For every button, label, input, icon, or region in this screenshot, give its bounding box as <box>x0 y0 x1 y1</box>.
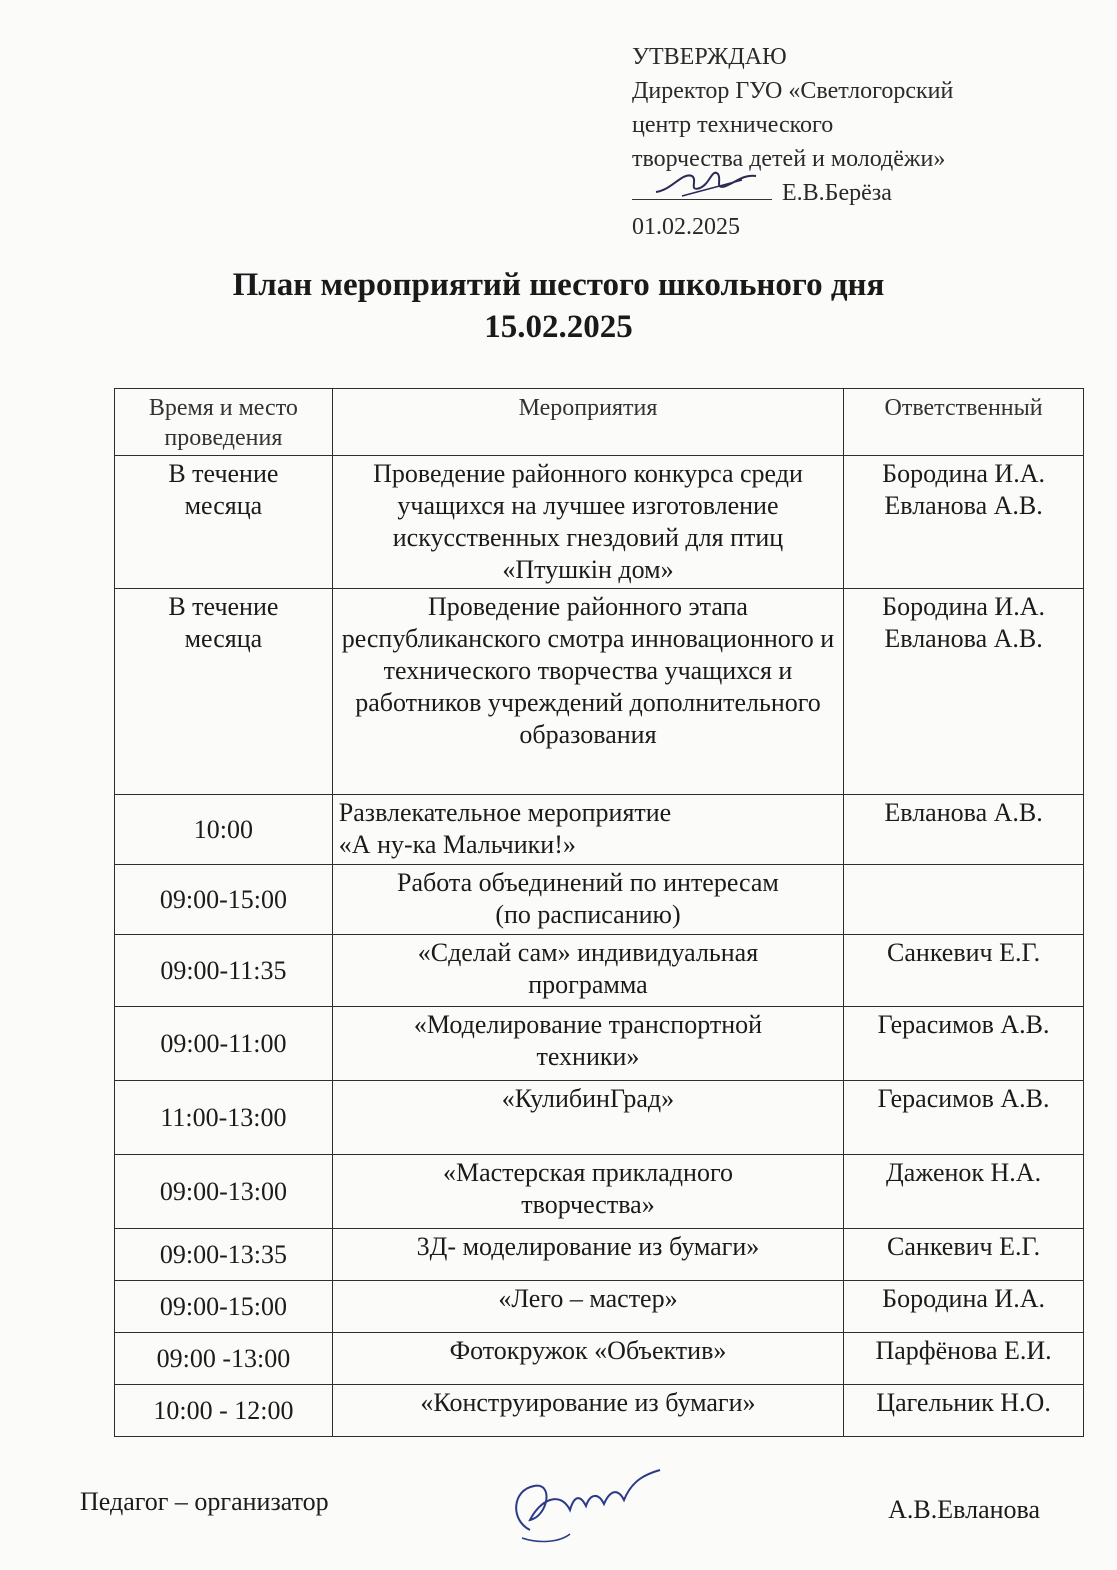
responsible-cell: Санкевич Е.Г. <box>844 1229 1084 1281</box>
organizer-role: Педагог – организатор <box>80 1487 329 1516</box>
table-row <box>115 935 1084 1007</box>
time-cell: 10:00 <box>115 795 333 865</box>
time-cell: 10:00 - 12:00 <box>115 1385 333 1437</box>
director-signature-icon <box>652 162 762 202</box>
event-cell: Фотокружок «Объектив» <box>332 1333 843 1385</box>
table-row <box>115 589 1084 795</box>
title-date: 15.02.2025 <box>484 309 633 345</box>
event-cell: 3Д- моделирование из бумаги» <box>332 1229 843 1281</box>
approval-date: 01.02.2025 <box>632 214 740 240</box>
organizer-name: А.В.Евланова <box>888 1495 1040 1524</box>
event-cell: Проведение районного этапа республиканского смотра инновационного и технического творчества учащихся и работников учреждений дополнительного образования <box>332 589 843 795</box>
approval-line-3: творчества детей и молодёжи» <box>632 146 946 172</box>
header-responsible: Ответственный <box>844 389 1084 456</box>
event-cell: Проведение районного конкурса среди учащихся на лучшее изготовление искусственных гнездовий для птиц «Птушкін дом» <box>332 456 843 589</box>
organizer-signature-icon <box>500 1460 680 1550</box>
table-row <box>115 795 1084 865</box>
event-cell: «Мастерская прикладного творчества» <box>332 1155 843 1229</box>
responsible-cell: Цагельник Н.О. <box>844 1385 1084 1437</box>
time-cell: 09:00-13:35 <box>115 1229 333 1281</box>
table-row <box>115 1281 1084 1333</box>
table-row <box>115 1385 1084 1437</box>
responsible-cell: Парфёнова Е.И. <box>844 1333 1084 1385</box>
time-cell: В течение месяца <box>115 589 333 795</box>
table-row <box>115 1081 1084 1155</box>
time-cell: 09:00 -13:00 <box>115 1333 333 1385</box>
time-cell: 09:00-13:00 <box>115 1155 333 1229</box>
title-line-1: План мероприятий шестого школьного дня <box>232 267 885 303</box>
header-event: Мероприятия <box>332 389 843 456</box>
responsible-cell: Евланова А.В. <box>844 795 1084 865</box>
event-cell: «Моделирование транспортной техники» <box>332 1007 843 1081</box>
time-cell: 09:00-11:00 <box>115 1007 333 1081</box>
event-cell: Работа объединений по интересам (по расписанию) <box>332 865 843 935</box>
responsible-cell: Бородина И.А. <box>844 1281 1084 1333</box>
responsible-cell: Бородина И.А. Евланова А.В. <box>844 456 1084 589</box>
table-row <box>115 1333 1084 1385</box>
responsible-cell: Даженок Н.А. <box>844 1155 1084 1229</box>
responsible-cell: Санкевич Е.Г. <box>844 935 1084 1007</box>
table-row <box>115 1155 1084 1229</box>
events-table <box>114 388 1084 1437</box>
time-cell: 11:00-13:00 <box>115 1081 333 1155</box>
table-header-row <box>115 389 1084 456</box>
event-cell: «КулибинГрад» <box>332 1081 843 1155</box>
responsible-cell <box>844 865 1084 935</box>
time-cell: 09:00-15:00 <box>115 1281 333 1333</box>
responsible-cell: Герасимов А.В. <box>844 1081 1084 1155</box>
table-row <box>115 456 1084 589</box>
page-title <box>0 264 1117 348</box>
responsible-cell: Герасимов А.В. <box>844 1007 1084 1081</box>
approval-heading: УТВЕРЖДАЮ <box>632 44 787 70</box>
director-signature-line <box>632 176 953 210</box>
table-row <box>115 1229 1084 1281</box>
event-cell: «Конструирование из бумаги» <box>332 1385 843 1437</box>
time-cell: 09:00-15:00 <box>115 865 333 935</box>
time-cell: В течение месяца <box>115 456 333 589</box>
header-time: Время и место проведения <box>115 389 333 456</box>
approval-line-2: центр технического <box>632 112 834 138</box>
event-cell: «Сделай сам» индивидуальная программа <box>332 935 843 1007</box>
event-cell: Развлекательное мероприятие «А ну-ка Мальчики!» <box>332 795 843 865</box>
approval-stamp <box>632 40 953 244</box>
time-cell: 09:00-11:35 <box>115 935 333 1007</box>
event-cell: «Лего – мастер» <box>332 1281 843 1333</box>
approval-line-1: Директор ГУО «Светлогорский <box>632 78 954 104</box>
table-row <box>115 1007 1084 1081</box>
responsible-cell: Бородина И.А. Евланова А.В. <box>844 589 1084 795</box>
director-name: Е.В.Берёза <box>782 180 892 206</box>
table-row <box>115 865 1084 935</box>
